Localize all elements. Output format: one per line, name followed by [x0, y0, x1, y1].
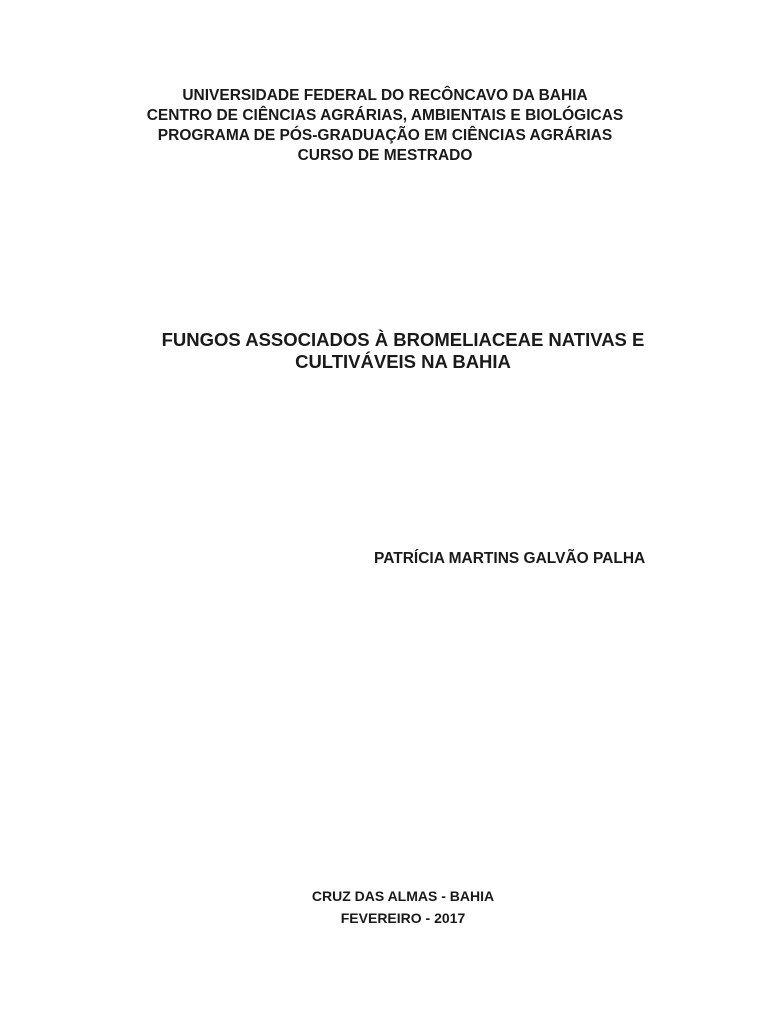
- cover-footer: [0, 885, 770, 929]
- thesis-title: [0, 329, 770, 373]
- author-name: PATRÍCIA MARTINS GALVÃO PALHA: [374, 550, 646, 567]
- location: CRUZ DAS ALMAS - BAHIA: [311, 888, 495, 904]
- date: FEVEREIRO - 2017: [340, 910, 466, 926]
- title-line-1: FUNGOS ASSOCIADOS À BROMELIACEAE NATIVAS E: [161, 329, 645, 350]
- title-line-2: CULTIVÁVEIS NA BAHIA: [295, 351, 511, 372]
- program-name: PROGRAMA DE PÓS-GRADUAÇÃO EM CIÊNCIAS AGRÁRIAS: [157, 127, 613, 144]
- course-name: CURSO DE MESTRADO: [297, 147, 473, 164]
- institution-header: [0, 86, 770, 166]
- center-name: CENTRO DE CIÊNCIAS AGRÁRIAS, AMBIENTAIS E BIOLÓGICAS: [146, 107, 624, 124]
- university-name: UNIVERSIDADE FEDERAL DO RECÔNCAVO DA BAHIA: [182, 87, 588, 104]
